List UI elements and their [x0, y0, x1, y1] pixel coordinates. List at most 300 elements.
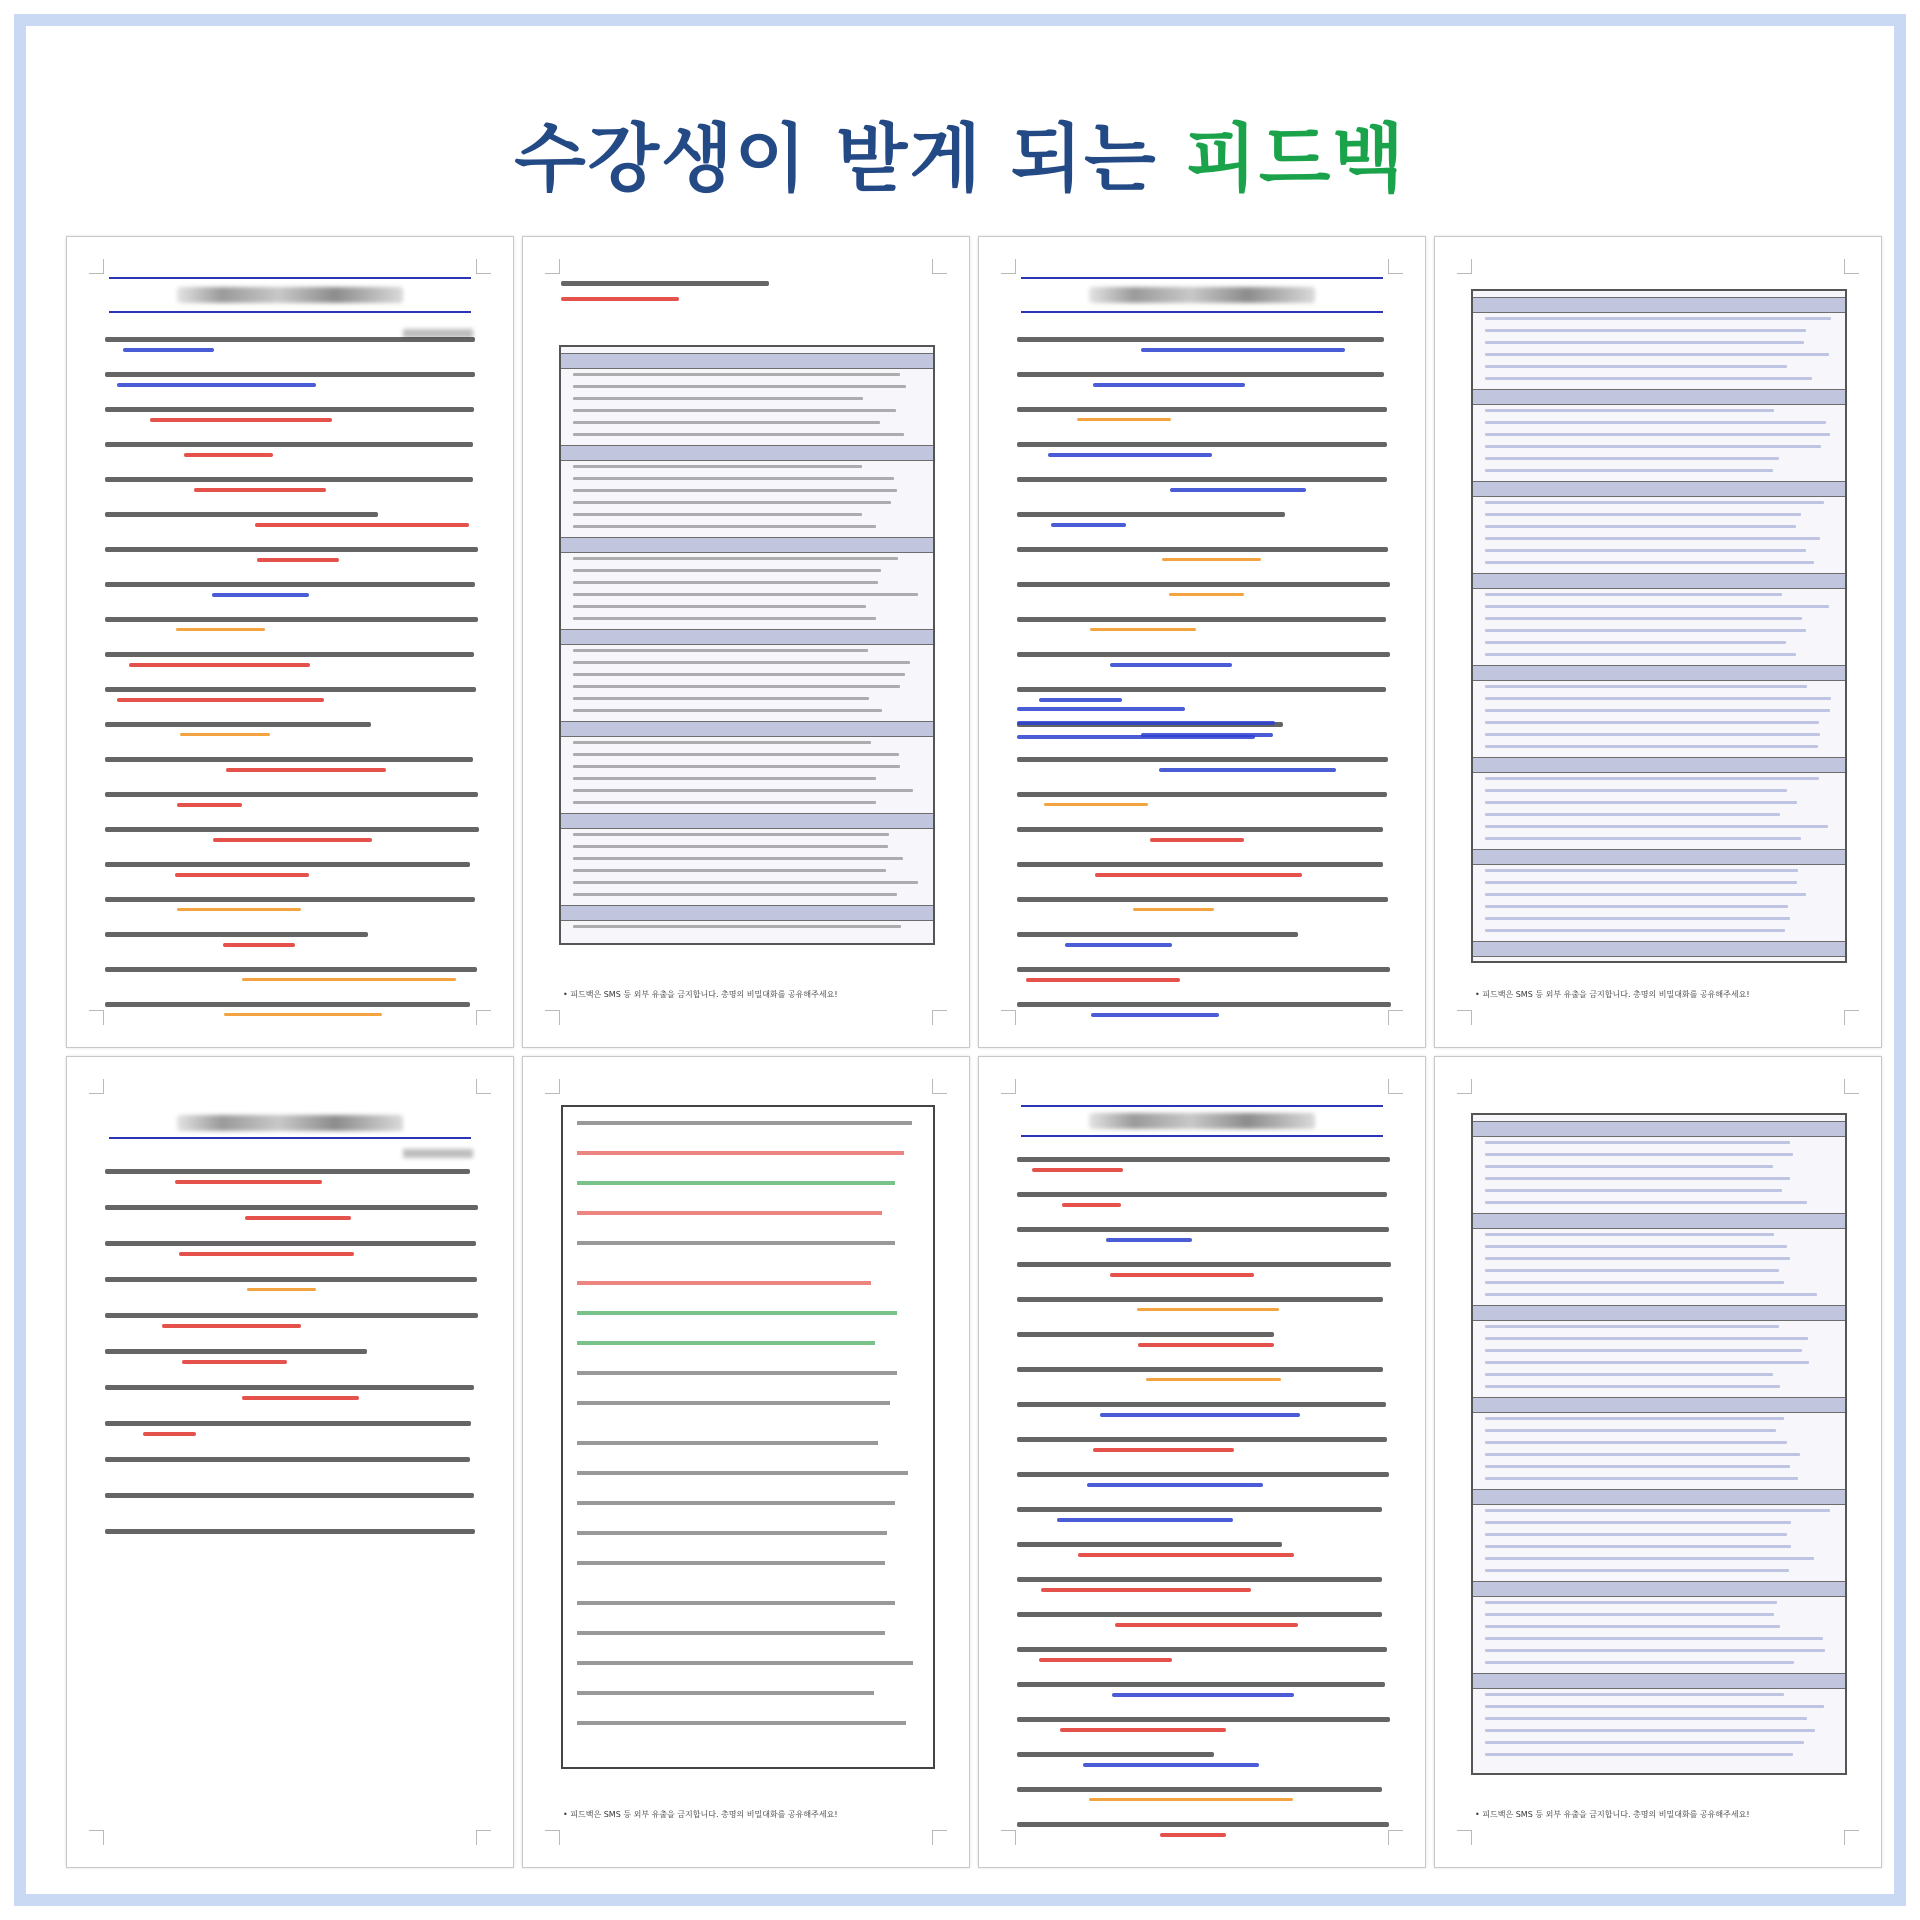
rubric-page-2 — [1434, 236, 1882, 1048]
rubric-line — [573, 673, 905, 676]
rubric-line — [573, 489, 897, 492]
rubric-line — [1485, 777, 1819, 780]
rubric-line — [573, 433, 904, 436]
text-line — [1017, 617, 1386, 622]
rubric-section-header — [561, 537, 933, 553]
text-line — [223, 943, 295, 947]
text-line — [105, 1385, 474, 1390]
text-line — [105, 1529, 475, 1534]
rubric-line — [1485, 881, 1797, 884]
rubric-line — [1485, 929, 1785, 932]
rubric-line — [1485, 1477, 1798, 1480]
text-line — [1060, 1728, 1226, 1732]
text-line — [105, 1349, 367, 1354]
rubric-section-header — [1473, 297, 1845, 313]
rubric-line — [573, 881, 918, 884]
text-line — [105, 1457, 470, 1462]
text-line — [242, 978, 456, 981]
rubric-line — [1485, 1293, 1817, 1296]
text-line — [184, 453, 273, 457]
rubric-line — [1485, 561, 1814, 564]
essay-page-corrected-1 — [66, 236, 514, 1048]
comment-line — [577, 1661, 913, 1665]
text-line — [1017, 442, 1387, 447]
text-line — [1017, 1437, 1387, 1442]
rubric-line — [1485, 341, 1804, 344]
text-line — [105, 1002, 470, 1007]
rubric-line — [573, 477, 894, 480]
text-line — [182, 1360, 287, 1364]
rubric-line — [1485, 1141, 1790, 1144]
text-line — [257, 558, 339, 562]
text-line — [1141, 348, 1345, 352]
comment-line — [577, 1561, 885, 1565]
comment-line — [577, 1691, 874, 1695]
text-line — [1017, 1367, 1383, 1372]
essay-page-corrected-4 — [978, 1056, 1426, 1868]
text-line — [123, 348, 214, 352]
text-line — [105, 1241, 476, 1246]
text-line — [1017, 967, 1390, 972]
text-line — [213, 838, 372, 842]
text-line — [1017, 372, 1384, 377]
text-line — [105, 722, 371, 727]
text-line — [105, 1277, 477, 1282]
rubric-line — [1485, 905, 1788, 908]
detailed-comments-box — [561, 1105, 935, 1769]
rubric-line — [1485, 1325, 1779, 1328]
rubric-line — [1485, 1257, 1790, 1260]
rubric-line — [573, 513, 862, 516]
text-line — [105, 547, 478, 552]
comment-line — [577, 1121, 912, 1125]
rubric-line — [1485, 457, 1779, 460]
text-line — [1017, 337, 1384, 342]
title-main: 수강생이 받게 되는 — [514, 116, 1158, 202]
rubric-line — [1485, 329, 1806, 332]
rubric-line — [573, 709, 882, 712]
text-line — [1017, 1402, 1386, 1407]
rubric-line — [1485, 537, 1820, 540]
rubric-line — [573, 501, 891, 504]
rubric-line — [1485, 709, 1830, 712]
rubric-line — [1485, 1613, 1774, 1616]
text-line — [175, 1180, 322, 1184]
rubric-line — [573, 801, 876, 804]
rubric-line — [1485, 1337, 1808, 1340]
rubric-line — [573, 765, 900, 768]
text-line — [105, 1169, 470, 1174]
rubric-table — [559, 345, 935, 945]
text-line — [1017, 897, 1388, 902]
rubric-section-header — [561, 905, 933, 921]
rubric-line — [573, 789, 913, 792]
rubric-line — [1485, 721, 1819, 724]
text-line — [1160, 1833, 1226, 1837]
text-line — [1032, 1168, 1123, 1172]
text-line — [1017, 1262, 1391, 1267]
rubric-line — [1485, 1429, 1776, 1432]
comment-line — [577, 1471, 908, 1475]
rubric-line — [1485, 1533, 1787, 1536]
feedback-note: • 피드백은 SMS 등 외부 유출을 금지합니다. 총명의 비밀대화를 공유해주세요! — [1475, 1810, 1750, 1819]
text-line — [105, 687, 476, 692]
text-line — [1017, 477, 1387, 482]
comment-line — [577, 1441, 878, 1445]
text-line — [1017, 1227, 1389, 1232]
rubric-section-header — [1473, 389, 1845, 405]
rubric-line — [573, 753, 899, 756]
feedback-note: • 피드백은 SMS 등 외부 유출을 금지합니다. 총명의 비밀대화를 공유해주세요! — [563, 990, 838, 999]
text-line — [1017, 652, 1390, 657]
rubric-line — [1485, 469, 1773, 472]
text-line — [1017, 707, 1185, 711]
text-line — [1017, 1717, 1390, 1722]
text-line — [1110, 663, 1232, 667]
essay-page-corrected-2 — [978, 236, 1426, 1048]
rubric-line — [1485, 501, 1824, 504]
text-line — [1093, 383, 1245, 387]
rubric-section-header — [1473, 1305, 1845, 1321]
text-line — [105, 512, 378, 517]
text-line — [1017, 1577, 1382, 1582]
text-line — [129, 663, 310, 667]
rubric-line — [1485, 653, 1796, 656]
rubric-line — [1485, 837, 1801, 840]
rubric-line — [573, 385, 906, 388]
rubric-line — [573, 593, 918, 596]
comment-line — [577, 1721, 906, 1725]
text-line — [1017, 512, 1285, 517]
text-line — [1138, 1343, 1274, 1347]
text-line — [1017, 407, 1387, 412]
text-line — [1077, 418, 1171, 421]
text-line — [105, 862, 470, 867]
comment-line — [577, 1401, 890, 1405]
text-line — [105, 932, 368, 937]
text-line — [1017, 1002, 1391, 1007]
rubric-line — [1485, 1349, 1802, 1352]
text-line — [177, 908, 301, 911]
rubric-line — [573, 569, 881, 572]
rubric-line — [573, 697, 869, 700]
title-accent: 피드백 — [1185, 116, 1406, 202]
text-line — [143, 1432, 196, 1436]
text-line — [1057, 1518, 1233, 1522]
rubric-line — [1485, 1521, 1791, 1524]
text-line — [105, 1493, 474, 1498]
text-line — [1017, 862, 1383, 867]
text-line — [1017, 687, 1386, 692]
comment-line — [577, 1311, 897, 1315]
text-line — [245, 1216, 351, 1220]
rubric-line — [1485, 1569, 1789, 1572]
text-line — [105, 372, 475, 377]
text-line — [105, 1421, 471, 1426]
text-line — [226, 768, 386, 772]
text-line — [1078, 1553, 1294, 1557]
text-line — [1106, 1238, 1192, 1242]
rubric-line — [1485, 1269, 1779, 1272]
author-name-blurred — [403, 1149, 473, 1158]
text-line — [1169, 593, 1244, 596]
text-line — [176, 628, 265, 631]
rubric-line — [1485, 1453, 1800, 1456]
text-line — [177, 803, 242, 807]
rubric-line — [1485, 1441, 1787, 1444]
essay-page-corrected-3 — [66, 1056, 514, 1868]
rubric-line — [1485, 1625, 1780, 1628]
text-line — [1159, 768, 1336, 772]
text-line — [1044, 803, 1148, 806]
text-line — [105, 1205, 478, 1210]
feedback-sample-frame — [14, 14, 1906, 1906]
text-line — [1017, 1157, 1390, 1162]
text-line — [1170, 488, 1306, 492]
rubric-line — [573, 685, 900, 688]
text-line — [1065, 943, 1172, 947]
text-line — [105, 337, 475, 342]
text-line — [1100, 1413, 1300, 1417]
comment-line — [577, 1241, 895, 1245]
rubric-line — [1485, 1165, 1773, 1168]
text-line — [1150, 838, 1244, 842]
rubric-line — [1485, 917, 1790, 920]
text-line — [1017, 1507, 1382, 1512]
rubric-line — [573, 893, 897, 896]
text-line — [105, 407, 474, 412]
text-line — [1017, 582, 1390, 587]
text-line — [1112, 1693, 1294, 1697]
text-line — [1026, 978, 1180, 982]
text-line — [105, 827, 479, 832]
rubric-line — [573, 777, 876, 780]
text-line — [1089, 1798, 1293, 1801]
rubric-line — [1485, 869, 1798, 872]
rubric-line — [573, 617, 876, 620]
rubric-line — [1485, 617, 1802, 620]
text-line — [117, 698, 324, 702]
rubric-line — [573, 421, 880, 424]
text-line — [1017, 1647, 1387, 1652]
rubric-line — [1485, 1649, 1825, 1652]
rubric-line — [1485, 1729, 1815, 1732]
rubric-line — [1485, 1545, 1791, 1548]
text-line — [1017, 1332, 1274, 1337]
rubric-line — [1485, 525, 1796, 528]
rubric-section-header — [1473, 1581, 1845, 1597]
rubric-line — [1485, 1153, 1793, 1156]
rubric-line — [1485, 1361, 1809, 1364]
text-line — [162, 1324, 301, 1328]
text-line — [175, 873, 309, 877]
comment-line — [577, 1341, 875, 1345]
rubric-line — [1485, 365, 1787, 368]
rubric-line — [1485, 1417, 1784, 1420]
rubric-line — [1485, 605, 1829, 608]
text-line — [1162, 558, 1261, 561]
text-line — [1039, 698, 1122, 702]
rubric-line — [1485, 1557, 1814, 1560]
rubric-line — [1485, 1465, 1790, 1468]
rubric-line — [573, 605, 866, 608]
text-line — [1110, 1273, 1254, 1277]
text-line — [1093, 1448, 1234, 1452]
rubric-table — [1471, 289, 1847, 963]
text-line — [255, 523, 469, 527]
comment-line — [577, 1501, 895, 1505]
text-line — [179, 1252, 354, 1256]
rubric-section-header — [1473, 1397, 1845, 1413]
comment-page — [522, 1056, 970, 1868]
rubric-section-header — [561, 353, 933, 369]
rubric-line — [1485, 1741, 1804, 1744]
text-line — [1062, 1203, 1121, 1207]
rubric-line — [1485, 1753, 1793, 1756]
rubric-section-header — [1473, 849, 1845, 865]
rubric-line — [1485, 377, 1812, 380]
text-line — [1017, 1542, 1282, 1547]
text-line — [105, 477, 473, 482]
rubric-section-header — [1473, 1213, 1845, 1229]
rubric-section-header — [561, 721, 933, 737]
rubric-line — [1485, 513, 1801, 516]
rubric-line — [573, 649, 868, 652]
rubric-section-header — [1473, 481, 1845, 497]
rubric-line — [1485, 1189, 1782, 1192]
rubric-line — [1485, 1661, 1794, 1664]
rubric-section-header — [561, 445, 933, 461]
text-line — [1091, 1013, 1219, 1017]
text-line — [105, 652, 474, 657]
rubric-section-header — [1473, 757, 1845, 773]
rubric-line — [1485, 641, 1786, 644]
rubric-line — [1485, 1385, 1780, 1388]
rubric-line — [1485, 893, 1806, 896]
rubric-section-header — [1473, 1489, 1845, 1505]
comment-line — [577, 1151, 904, 1155]
rubric-section-header — [1473, 1121, 1845, 1137]
rubric-line — [1485, 801, 1797, 804]
text-line — [1041, 1588, 1251, 1592]
rubric-section-header — [1473, 665, 1845, 681]
text-line — [1017, 721, 1275, 725]
rubric-line — [1485, 409, 1774, 412]
rubric-line — [573, 397, 863, 400]
rubric-line — [1485, 1693, 1784, 1696]
rubric-line — [1485, 745, 1818, 748]
text-line — [180, 733, 270, 736]
page-title — [26, 114, 1894, 204]
rubric-line — [1485, 1201, 1807, 1204]
text-line — [105, 617, 478, 622]
rubric-line — [1485, 1233, 1774, 1236]
text-line — [150, 418, 332, 422]
text-line — [1133, 908, 1214, 911]
comment-line — [577, 1531, 887, 1535]
rubric-line — [1485, 685, 1807, 688]
rubric-line — [1485, 593, 1782, 596]
text-line — [105, 792, 478, 797]
text-line — [105, 1313, 478, 1318]
rubric-page-1 — [522, 236, 970, 1048]
text-line — [1017, 1297, 1383, 1302]
text-line — [1048, 453, 1212, 457]
text-line — [1017, 1787, 1382, 1792]
text-line — [194, 488, 326, 492]
rubric-section-header — [1473, 1673, 1845, 1689]
essay-title-blurred — [1089, 1113, 1315, 1129]
rubric-line — [573, 845, 888, 848]
rubric-line — [573, 465, 862, 468]
text-line — [105, 582, 475, 587]
rubric-line — [1485, 1601, 1777, 1604]
rubric-line — [573, 741, 871, 744]
feedback-note: • 피드백은 SMS 등 외부 유출을 금지합니다. 총명의 비밀대화를 공유해주세요! — [563, 1810, 838, 1819]
text-line — [1137, 1308, 1279, 1311]
text-line — [105, 897, 475, 902]
rubric-line — [573, 581, 878, 584]
rubric-line — [1485, 629, 1806, 632]
rubric-line — [573, 833, 889, 836]
rubric-line — [1485, 1637, 1823, 1640]
comment-line — [577, 1281, 871, 1285]
text-line — [1017, 932, 1298, 937]
rubric-line — [1485, 1509, 1830, 1512]
comment-line — [577, 1181, 895, 1185]
essay-title-blurred — [177, 287, 403, 303]
rubric-line — [1485, 353, 1829, 356]
rubric-table — [1471, 1113, 1847, 1775]
comment-line — [577, 1631, 885, 1635]
text-line — [1017, 1612, 1382, 1617]
rubric-line — [1485, 1373, 1773, 1376]
comment-line — [577, 1601, 895, 1605]
text-line — [1090, 628, 1196, 631]
text-line — [1017, 547, 1388, 552]
text-line — [224, 1013, 382, 1016]
rubric-line — [573, 857, 903, 860]
text-line — [1017, 735, 1255, 739]
text-line — [1017, 1472, 1389, 1477]
rubric-line — [1485, 697, 1831, 700]
feedback-note: • 피드백은 SMS 등 외부 유출을 금지합니다. 총명의 비밀대화를 공유해주세요! — [1475, 990, 1750, 999]
rubric-line — [1485, 1281, 1784, 1284]
rubric-line — [1485, 317, 1831, 320]
rubric-line — [573, 373, 900, 376]
text-line — [1087, 1483, 1263, 1487]
text-line — [247, 1288, 316, 1291]
essay-title-blurred — [1089, 287, 1315, 303]
text-line — [1017, 1682, 1385, 1687]
text-line — [105, 757, 473, 762]
text-line — [212, 593, 309, 597]
text-line — [1017, 1192, 1387, 1197]
text-line — [117, 383, 316, 387]
comment-line — [577, 1371, 897, 1375]
comment-line — [577, 1211, 882, 1215]
rubric-line — [1485, 813, 1780, 816]
text-line — [105, 442, 473, 447]
rubric-line — [1485, 445, 1821, 448]
text-line — [1017, 1752, 1214, 1757]
rubric-line — [1485, 789, 1787, 792]
rubric-section-header — [561, 813, 933, 829]
rubric-line — [1485, 1177, 1790, 1180]
text-line — [1115, 1623, 1298, 1627]
rubric-line — [573, 557, 898, 560]
rubric-section-header — [561, 629, 933, 645]
